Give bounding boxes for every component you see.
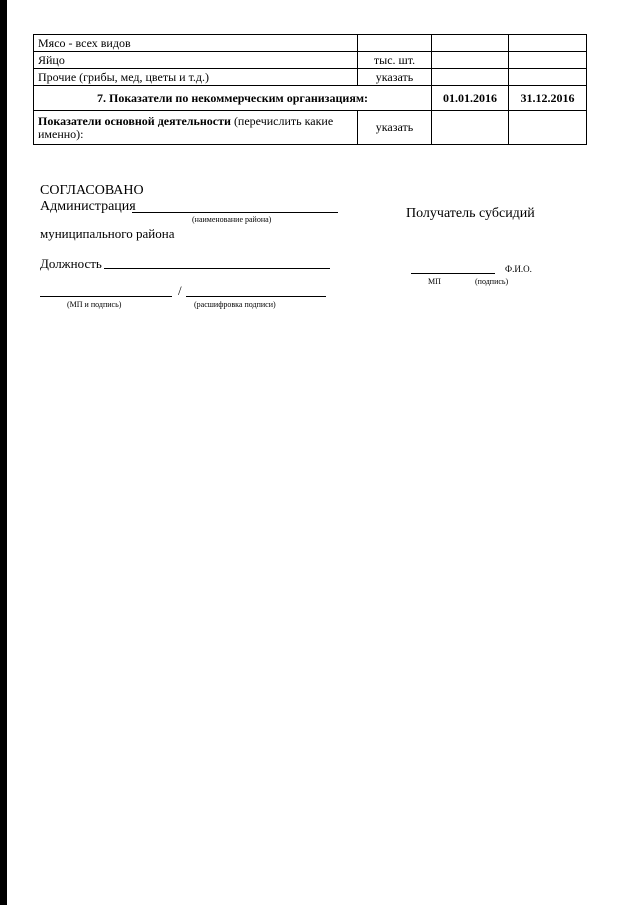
signature-slash: / — [178, 283, 182, 298]
section-date-start: 01.01.2016 — [432, 86, 509, 111]
row-value-1 — [432, 69, 509, 86]
stamp-sign-line — [40, 296, 172, 297]
municipal-label: муниципального района — [40, 226, 175, 241]
row-label: Мясо - всех видов — [34, 35, 358, 52]
row-value-1 — [432, 52, 509, 69]
row-label-rest: (перечислить какие именно): — [38, 113, 334, 141]
stamp-sign-hint: (МП и подпись) — [67, 300, 122, 309]
recipient-stamp-hint: МП — [428, 277, 441, 286]
row-value-2 — [509, 69, 587, 86]
table-row — [34, 35, 587, 52]
signature-decode-hint: (расшифровка подписи) — [194, 300, 276, 309]
scan-edge — [0, 0, 7, 905]
position-line — [104, 268, 330, 269]
admin-name-hint: (наименование района) — [192, 215, 272, 224]
indicators-table — [33, 34, 586, 145]
recipient-title: Получатель субсидий — [406, 206, 535, 221]
table-row — [34, 111, 587, 145]
row-label: Яйцо — [34, 52, 358, 69]
row-value-1 — [432, 111, 509, 145]
table-row — [34, 52, 587, 69]
row-unit: тыс. шт. — [358, 52, 432, 69]
section-date-end: 31.12.2016 — [509, 86, 587, 111]
table-row — [34, 69, 587, 86]
section-title: 7. Показатели по некоммерческим организациям: — [34, 86, 432, 111]
approval-heading: СОГЛАСОВАНО — [40, 183, 144, 198]
admin-label: Администрация — [40, 199, 136, 214]
row-label — [34, 111, 358, 145]
row-label-bold: Показатели основной деятельности — [38, 113, 231, 128]
admin-name-line — [132, 212, 338, 213]
row-value-1 — [432, 35, 509, 52]
row-value-2 — [509, 35, 587, 52]
signature-decode-line — [186, 296, 326, 297]
row-unit: указать — [358, 69, 432, 86]
row-label: Прочие (грибы, мед, цветы и т.д.) — [34, 69, 358, 86]
recipient-fio: Ф.И.О. — [505, 264, 532, 274]
row-unit — [358, 35, 432, 52]
recipient-sign-line — [411, 273, 495, 274]
row-value-2 — [509, 52, 587, 69]
row-value-2 — [509, 111, 587, 145]
row-unit: указать — [358, 111, 432, 145]
section-header-row — [34, 86, 587, 111]
position-label: Должность — [40, 256, 102, 271]
recipient-sign-hint: (подпись) — [475, 277, 509, 286]
